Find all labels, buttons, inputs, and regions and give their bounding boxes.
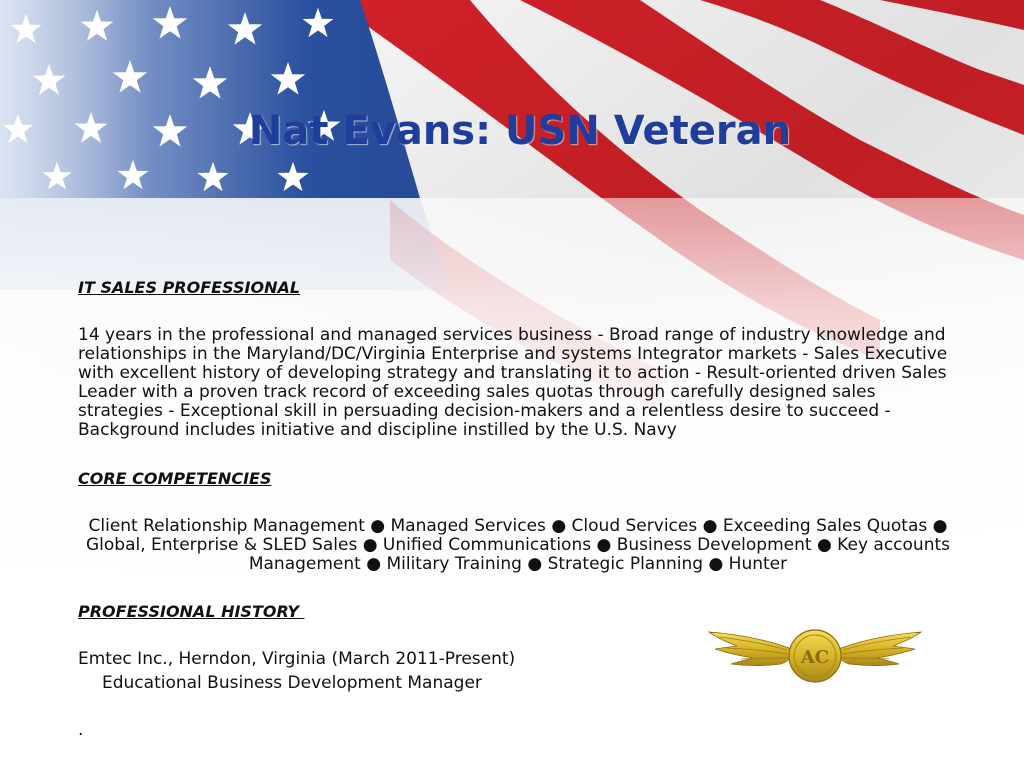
job-company: Emtec Inc., Herndon, Virginia (March 2011-Present) [78, 649, 516, 669]
trailing-bullet: . [78, 720, 84, 740]
summary-heading: IT SALES PROFESSIONAL [78, 278, 301, 297]
history-heading-text: PROFESSIONAL HISTORY [78, 602, 299, 621]
aircrew-wings-emblem [707, 626, 923, 686]
slide-title: Nat Evans: USN Veteran [248, 108, 792, 154]
competencies-heading: CORE COMPETENCIES [78, 469, 272, 488]
job-role: Educational Business Development Manager [102, 673, 482, 693]
wings-lettering: AC [800, 647, 830, 668]
history-heading [78, 602, 958, 624]
competencies-list: Client Relationship Management ● Managed Services ● Cloud Services ● Exceeding Sales Quotas ● Global, Enterprise & SLED Sales ● Unified Communications ● Business Development ● Key accounts Management ● Military Training ● Strategic Planning ● Hunter [86, 516, 950, 574]
summary-paragraph: 14 years in the professional and managed services business - Broad range of industry knowledge and relationships in the Maryland/DC/Virginia Enterprise and systems Integrator markets - Sales Executive with excellent history of developing strategy and translating it to action - Result-oriented driven Sales Leader with a proven track record of exceeding sales quotas through carefully designed sales strategies - Exceptional skill in persuading decision-makers and a relentless desire to succeed - Background includes initiative and discipline instilled by the U.S. Navy [78, 325, 948, 440]
